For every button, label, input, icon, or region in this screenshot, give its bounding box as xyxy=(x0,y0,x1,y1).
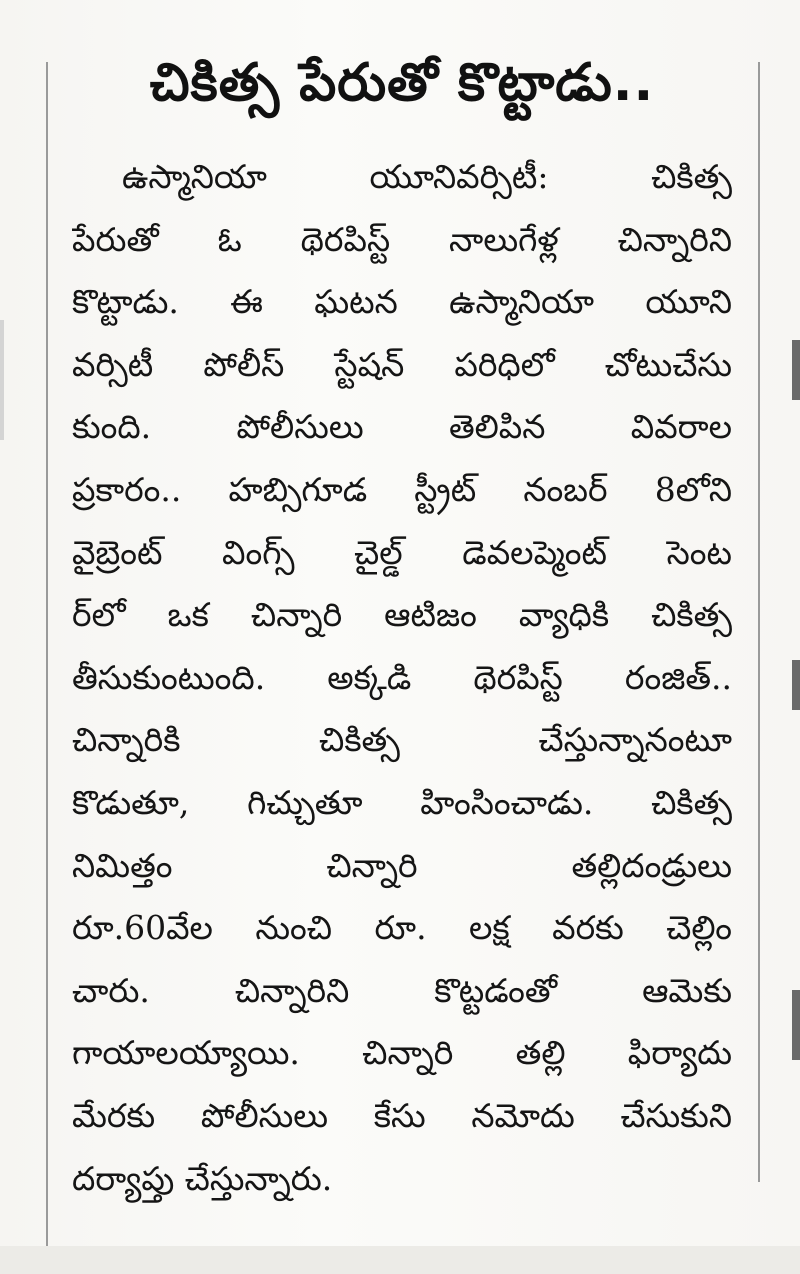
article-line: మేరకు పోలీసులు కేసు నమోదు చేసుకుని xyxy=(72,1095,732,1135)
article-line: ర్‌లో ఒక చిన్నారి ఆటిజం వ్యాధికి చికిత్స xyxy=(72,595,732,635)
adjacent-column-edge xyxy=(792,990,800,1060)
article-line: పేరుతో ఓ థెరపిస్ట్ నాలుగేళ్ల చిన్నారిని xyxy=(72,219,732,259)
left-column-rule xyxy=(46,62,48,1252)
article-line: వర్సిటీ పోలీస్ స్టేషన్ పరిధిలో చోటుచేసు xyxy=(72,344,732,384)
news-article xyxy=(72,40,732,1210)
article-line: దర్యాప్తు చేస్తున్నారు. xyxy=(72,1158,333,1198)
article-line: ఉస్మానియా యూనివర్సిటీ: చికిత్స xyxy=(122,157,732,196)
left-page-edge xyxy=(0,320,4,440)
article-line: రూ.60వేల నుంచి రూ. లక్ష వరకు చెల్లిం xyxy=(72,908,732,948)
article-line: కొడుతూ, గిచ్చుతూ హింసించాడు. చికిత్స xyxy=(72,782,732,822)
article-headline: చికిత్స పేరుతో కొట్టాడు.. xyxy=(149,53,655,113)
article-body xyxy=(72,146,732,1210)
article-line: తీసుకుంటుంది. అక్కడి థెరపిస్ట్ రంజిత్.. xyxy=(72,657,732,697)
adjacent-column-edge xyxy=(792,660,800,710)
page-bottom-margin xyxy=(0,1246,800,1274)
article-line: కొట్టాడు. ఈ ఘటన ఉస్మానియా యూని xyxy=(72,282,732,322)
article-line: నిమిత్తం చిన్నారి తల్లిదండ్రులు xyxy=(72,845,732,885)
article-line: కుంది. పోలీసులు తెలిపిన వివరాల xyxy=(72,407,732,447)
article-line: వైబ్రెంట్ వింగ్స్ చైల్డ్ డెవలప్మెంట్ సెంట xyxy=(72,532,732,572)
article-line: చారు. చిన్నారిని కొట్టడంతో ఆమెకు xyxy=(72,970,732,1010)
article-line: గాయాలయ్యాయి. చిన్నారి తల్లి ఫిర్యాదు xyxy=(72,1033,732,1073)
right-column-rule xyxy=(758,62,760,1182)
article-line: ప్రకారం.. హబ్సిగూడ స్ట్రీట్ నంబర్ 8లోని xyxy=(72,469,732,509)
article-line: చిన్నారికి చికిత్స చేస్తున్నానంటూ xyxy=(72,720,732,760)
adjacent-column-edge xyxy=(792,340,800,400)
